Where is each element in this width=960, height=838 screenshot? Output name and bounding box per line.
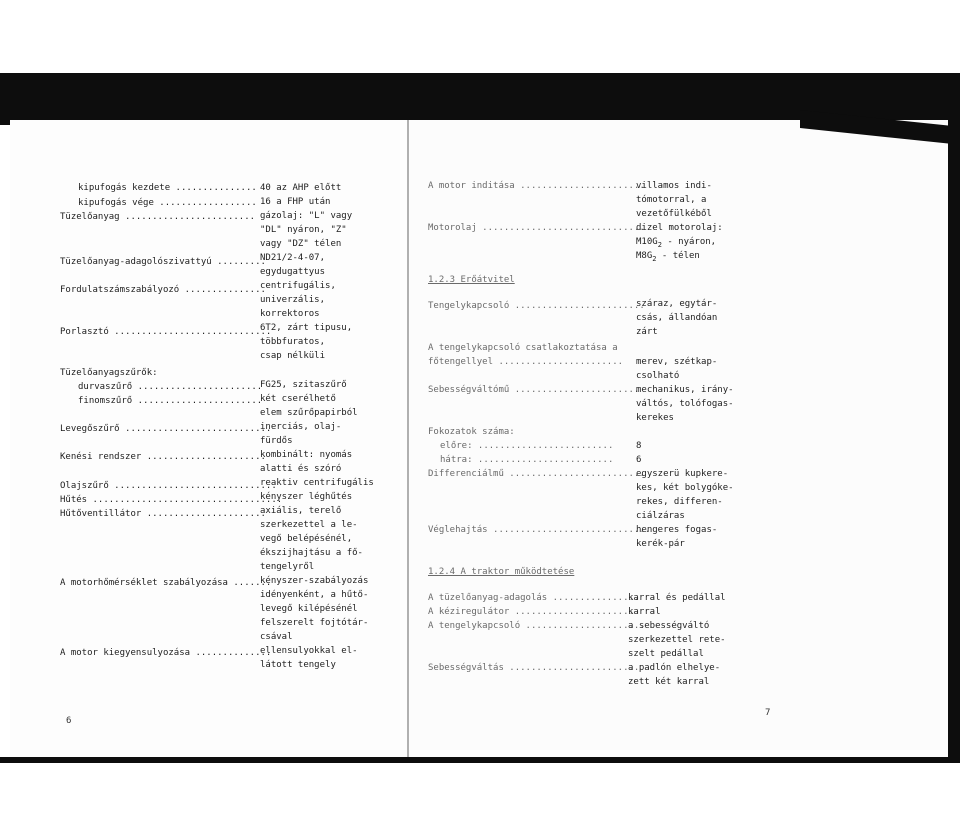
value-text: szerkezettel rete- [628, 635, 726, 645]
value-text: alatti és szóró [260, 464, 342, 474]
value-text: centrifugális, [260, 281, 336, 291]
value-text: univerzális, [260, 295, 326, 305]
label-durvaszuro: durvaszűrő ....................... [78, 382, 263, 392]
value-text: vezetőfülkéből [636, 209, 712, 219]
label-kiziregulator: A kéziregulátor ...................... [428, 607, 634, 617]
label-veglehajtas: Véglehajtás ............................. [428, 525, 651, 535]
value-text: karral és pedállal [628, 593, 726, 603]
scan-right-band [948, 73, 960, 763]
value-text: inerciás, olaj- [260, 422, 342, 432]
value-text: levegő kilépésénél [260, 604, 358, 614]
value-text: hengeres fogas- [636, 525, 718, 535]
section-heading-eroatvitel: 1.2.3 Erőátvitel [428, 275, 515, 285]
value-text: gázolaj: "L" vagy [260, 211, 353, 221]
label-csatlakoztatas: A tengelykapcsoló csatlakoztatása a [428, 343, 618, 353]
value-text: csával [260, 632, 293, 642]
value-text: korrektoros [260, 309, 320, 319]
label-porlaszto: Porlasztó ............................. [60, 327, 272, 337]
label-adagolas: A tüzelőanyag-adagolás ................ [428, 593, 640, 603]
value-oil-winter: $M8G_2$ - télen [636, 251, 700, 263]
value-text: a sebességváltó [628, 621, 710, 631]
book-spine [407, 120, 409, 757]
value-text: felszerelt fojtótár- [260, 618, 369, 628]
value-text: elem szűrőpapirból [260, 408, 358, 418]
label-finomszuro: finomszűrő ....................... [78, 396, 263, 406]
value-oil-summer: $M10G_2$ - nyáron, [636, 237, 717, 249]
label-motor-inditasa: A motor inditása ....................... [428, 181, 645, 191]
value-text: kes, két bolygóke- [636, 483, 734, 493]
value-text: szerkezettel a le- [260, 520, 358, 530]
value-text: kerekes [636, 413, 674, 423]
page-number-left: 6 [66, 716, 72, 726]
value-text: csás, állandóan [636, 313, 718, 323]
label-kipufogas-kezdete: kipufogás kezdete ............... [78, 183, 257, 193]
scan-bottom-band [0, 757, 960, 763]
value-text: csolható [636, 371, 680, 381]
label-sebessegvaltas: Sebességváltás ........................ [428, 663, 640, 673]
value-text: vagy "DZ" télen [260, 239, 342, 249]
value-text: kényszer-szabályozás [260, 576, 369, 586]
value-text: ND21/2-4-07, [260, 253, 326, 263]
value-text: mechanikus, irány- [636, 385, 734, 395]
label-tengelykapcsolo-mukodtetes: A tengelykapcsoló ...................... [428, 621, 645, 631]
label-kipufogas-vege: kipufogás vége .................. [78, 198, 257, 208]
value-text: ciálzáras [636, 511, 685, 521]
value-text: dizel motorolaj: [636, 223, 723, 233]
label-fordulatszamszabalyozo: Fordulatszámszabályozó ............... [60, 285, 266, 295]
label-kiegyensulyozas: A motor kiegyensulyozása .............. [60, 648, 272, 658]
value-text: merev, szétkap- [636, 357, 718, 367]
label-sebessegvaltomu: Sebességváltómű ....................... [428, 385, 640, 395]
value-text: a padlón elhelye- [628, 663, 721, 673]
label-fokozatok-szama: Fokozatok száma: [428, 427, 515, 437]
value-text: tómotorral, a [636, 195, 707, 205]
value-text: "DL" nyáron, "Z" [260, 225, 347, 235]
value-text: zárt [636, 327, 658, 337]
label-fotengellyel: főtengellyel ....................... [428, 357, 624, 367]
value-text: reaktiv centrifugális [260, 478, 374, 488]
value-text: 6T2, zárt tipusu, [260, 323, 353, 333]
value-text: FG25, szitaszűrő [260, 380, 347, 390]
label-elore: előre: ......................... [440, 441, 614, 451]
value-text: villamos indi- [636, 181, 712, 191]
label-levegoszuro: Levegőszűrő ........................... [60, 424, 272, 434]
value-text: váltós, tolófogas- [636, 399, 734, 409]
value-text: vegő belépésénél, [260, 534, 353, 544]
value-text: egydugattyus [260, 267, 326, 277]
label-differencialmu: Differenciálmű ......................... [428, 469, 645, 479]
value-text: kényszer léghűtés [260, 492, 353, 502]
label-tuzeloanyag: Tüzelőanyag ........................ [60, 212, 256, 222]
value-text: fürdős [260, 436, 293, 446]
value-text: többfuratos, [260, 337, 326, 347]
value-text: csap nélküli [260, 351, 326, 361]
label-hatra: hátra: ......................... [440, 455, 614, 465]
label-hutes: Hűtés ................................... [60, 495, 283, 505]
value-text: rekes, differen- [636, 497, 723, 507]
value-text: zett két karral [628, 677, 710, 687]
value-text: szelt pedállal [628, 649, 704, 659]
label-tuzeloanyagszurok: Tüzelőanyagszűrők: [60, 368, 158, 378]
page-number-right: 7 [765, 708, 771, 718]
label-kenesi-rendszer: Kenési rendszer ...................... [60, 452, 266, 462]
label-motorhomerseklet: A motorhőmérséklet szabályozása ....... [60, 578, 272, 588]
value-text: 40 az AHP előtt [260, 183, 342, 193]
value-text: 16 a FHP után [260, 197, 331, 207]
value-text: száraz, egytár- [636, 299, 718, 309]
label-motorolaj: Motorolaj .............................. [428, 223, 645, 233]
value-text: két cserélhető [260, 394, 336, 404]
label-tengelykapcsolo: Tengelykapcsoló ........................ [428, 301, 645, 311]
value-text: ékszijhajtásu a fő- [260, 548, 363, 558]
section-heading-mukodtetes: 1.2.4 A traktor működtetése [428, 567, 575, 577]
value-text: egyszerü kupkere- [636, 469, 729, 479]
value-text: kombinált: nyomás [260, 450, 353, 460]
value-text: tengelyről [260, 562, 315, 572]
value-text: idényenként, a hűtő- [260, 590, 369, 600]
value-gears-reverse: 6 [636, 455, 642, 465]
value-text: karral [628, 607, 661, 617]
label-adagoloszivattyu: Tüzelőanyag-adagolószivattyú ......... [60, 257, 266, 267]
value-text: látott tengely [260, 660, 336, 670]
value-text: axiális, terelő [260, 506, 342, 516]
value-text: kerék-pár [636, 539, 685, 549]
label-hutoventillator: Hűtőventillátor ...................... [60, 509, 266, 519]
value-gears-forward: 8 [636, 441, 642, 451]
label-olajszuro: Olajszűrő .............................. [60, 481, 277, 491]
value-text: ellensulyokkal el- [260, 646, 358, 656]
